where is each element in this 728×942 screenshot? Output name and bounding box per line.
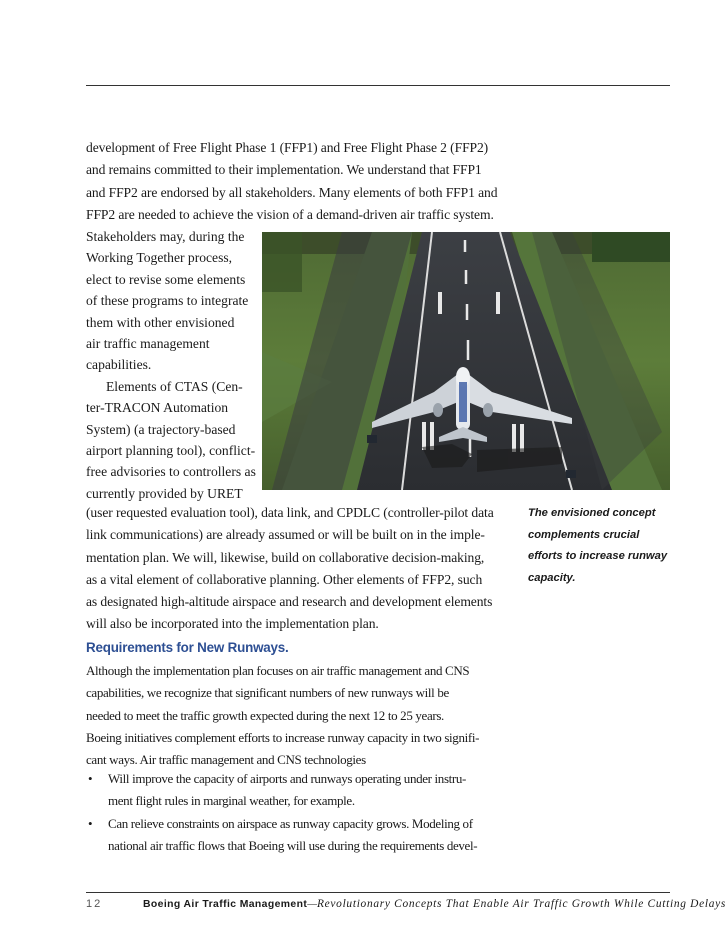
text-line: System) (a trajectory-based xyxy=(86,421,236,437)
paragraph-uret xyxy=(86,502,494,636)
paragraph-runways xyxy=(86,660,479,771)
text-line: national air traffic flows that Boeing will use during the requirements devel- xyxy=(108,837,478,853)
paragraph-ffp xyxy=(86,137,497,226)
text-line: Will improve the capacity of airports and runways operating under instru- xyxy=(108,771,467,786)
footer-dash: — xyxy=(307,898,317,910)
text-line: development of Free Flight Phase 1 (FFP1) and Free Flight Phase 2 (FFP2) xyxy=(86,140,489,155)
footer-rule xyxy=(86,892,670,893)
text-line: of these programs to integrate xyxy=(86,293,249,309)
runway-airplane-photo xyxy=(262,232,670,490)
caption-line: efforts to increase runway xyxy=(528,550,668,563)
text-line: Can relieve constraints on airspace as runway capacity grows. Modeling of xyxy=(108,815,473,831)
caption-line: complements crucial xyxy=(528,528,640,541)
bullet-list xyxy=(86,768,477,857)
text-line: and remains committed to their implementation. We understand that FFP1 xyxy=(86,162,482,178)
bullet-icon: • xyxy=(88,815,93,831)
runway-photo-illustration xyxy=(262,232,670,490)
text-line: Stakeholders may, during the xyxy=(86,229,245,244)
caption-line: capacity. xyxy=(528,571,576,584)
text-line: Elements of CTAS (Cen- xyxy=(106,378,243,394)
paragraph-wrap-column xyxy=(86,226,256,504)
header-rule xyxy=(86,85,670,86)
text-line: airport planning tool), conflict- xyxy=(86,443,256,459)
running-title xyxy=(143,898,726,910)
caption-line: The envisioned concept xyxy=(528,507,656,519)
text-line: them with other envisioned xyxy=(86,314,235,330)
page-number: 12 xyxy=(86,898,103,910)
text-line: free advisories to controllers as xyxy=(86,464,256,480)
text-line: air traffic management xyxy=(86,336,210,352)
footer-brand: Boeing Air Traffic Management xyxy=(143,899,308,910)
section-heading: Requirements for New Runways. xyxy=(86,640,289,655)
text-line: and FFP2 are endorsed by all stakeholders. Many elements of both FFP1 and xyxy=(86,184,498,200)
text-line: capabilities. xyxy=(86,357,152,373)
text-line: elect to revise some elements xyxy=(86,271,246,287)
text-line: Working Together process, xyxy=(86,250,233,266)
text-line: ter-TRACON Automation xyxy=(86,400,229,416)
photo-caption xyxy=(528,503,678,589)
text-line: as designated high-altitude airspace and research and development elements xyxy=(86,594,493,610)
text-line: link communications) are already assumed or will be built on in the imple- xyxy=(86,527,485,543)
text-line: capabilities, we recognize that significant numbers of new runways will be xyxy=(86,685,449,701)
bullet-item xyxy=(86,813,477,858)
text-line: mentation plan. We will, likewise, build on collaborative decision-making, xyxy=(86,549,485,565)
bullet-item xyxy=(86,768,477,813)
text-line: Boeing initiatives complement efforts to increase runway capacity in two signifi- xyxy=(86,729,480,745)
text-line: ment flight rules in marginal weather, for example. xyxy=(108,793,355,809)
text-line: cant ways. Air traffic management and CNS technologies xyxy=(86,752,366,768)
text-line: Although the implementation plan focuses on air traffic management and CNS xyxy=(86,663,470,678)
text-line: as a vital element of collaborative planning. Other elements of FFP2, such xyxy=(86,571,483,587)
text-line: (user requested evaluation tool), data link, and CPDLC (controller-pilot data xyxy=(86,505,494,520)
text-line: will also be incorporated into the implementation plan. xyxy=(86,616,379,632)
text-line: currently provided by URET xyxy=(86,485,243,501)
text-line: needed to meet the traffic growth expected during the next 12 to 25 years. xyxy=(86,707,444,723)
text-line: FFP2 are needed to achieve the vision of a demand-driven air traffic system. xyxy=(86,206,494,222)
footer-tagline: Revolutionary Concepts That Enable Air Traffic Growth While Cutting Delays xyxy=(317,898,727,910)
bullet-icon: • xyxy=(88,771,93,786)
